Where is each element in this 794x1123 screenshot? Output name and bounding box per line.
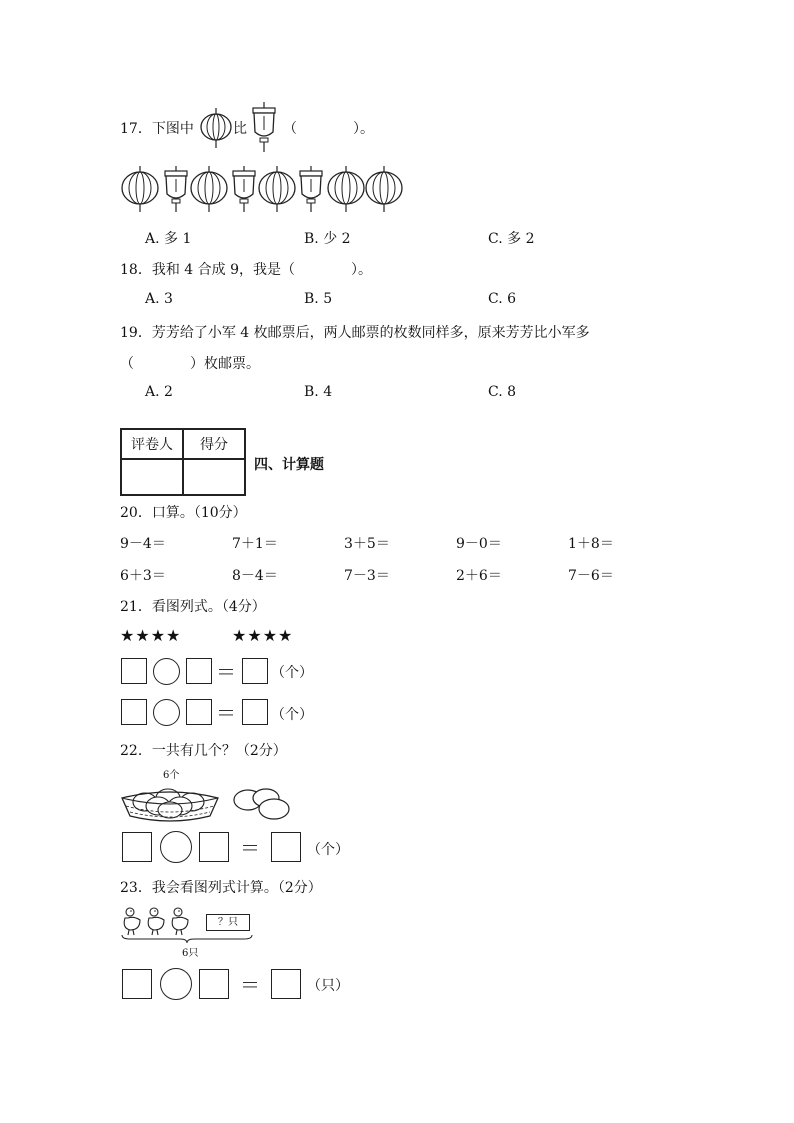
q21-eq2-box1[interactable] xyxy=(121,699,147,725)
stars-right: ★★★★ xyxy=(232,626,294,645)
q19-stem-line2: （ ）枚邮票。 xyxy=(120,356,260,372)
mental-math-item: 9－0＝ xyxy=(456,536,502,552)
score-header: 得分 xyxy=(183,429,245,459)
round-lantern-icon xyxy=(121,166,159,212)
q21-eq1-unit: （个） xyxy=(271,665,313,681)
grader-header: 评卷人 xyxy=(121,429,183,459)
q21-eq2-unit: （个） xyxy=(271,707,313,723)
q19-option-a: A. 2 xyxy=(145,384,173,400)
egg-basket-icon xyxy=(120,776,220,824)
q17-blank: （ ）。 xyxy=(283,121,374,137)
total-label: 6只 xyxy=(182,948,199,959)
q23-box1[interactable] xyxy=(122,969,152,999)
q22-title: 22．一共有几个？（2分） xyxy=(120,743,287,759)
q23-unit: （只） xyxy=(307,978,349,994)
q22-box1[interactable] xyxy=(122,832,152,862)
q18-option-b: B. 5 xyxy=(304,291,333,307)
mental-math-item: 8－4＝ xyxy=(232,568,278,584)
stars-left: ★★★★ xyxy=(120,626,182,645)
unknown-ducks-label: ？只 xyxy=(218,917,238,928)
q18-stem: 18．我和 4 合成 9，我是（ ）。 xyxy=(120,262,372,278)
round-lantern-icon xyxy=(258,166,296,212)
round-lantern-icon xyxy=(327,166,365,212)
q21-eq2-equals: ＝ xyxy=(216,701,236,725)
q19-stem-line1: 19．芳芳给了小军 4 枚邮票后，两人邮票的枚数同样多，原来芳芳比小军多 xyxy=(120,325,590,341)
unknown-ducks-box xyxy=(206,914,250,931)
q22-result[interactable] xyxy=(271,832,301,862)
q22-equals: ＝ xyxy=(240,836,260,860)
round-lantern-icon xyxy=(200,108,232,148)
q18-option-a: A. 3 xyxy=(145,291,173,307)
q21-eq1-result[interactable] xyxy=(242,658,268,684)
q21-title: 21．看图列式。（4分） xyxy=(120,599,266,615)
round-lantern-icon xyxy=(365,166,403,212)
q23-operator[interactable] xyxy=(160,968,192,1000)
q17-mid: 比 xyxy=(233,121,247,137)
q17-option-b: B. 少 2 xyxy=(304,231,351,247)
q19-option-c: C. 8 xyxy=(488,384,517,400)
q21-eq1-operator[interactable] xyxy=(153,658,180,685)
grade-table xyxy=(120,428,246,496)
mental-math-item: 9－4＝ xyxy=(120,536,166,552)
q17-option-a: A. 多 1 xyxy=(145,231,192,247)
q18-option-c: C. 6 xyxy=(488,291,517,307)
palace-lantern-icon xyxy=(231,166,257,212)
q17-number: 17． xyxy=(120,121,152,137)
mental-math-item: 3＋5＝ xyxy=(344,536,390,552)
q22-unit: （个） xyxy=(307,842,349,858)
q17-option-c: C. 多 2 xyxy=(488,231,535,247)
q21-eq2-box2[interactable] xyxy=(186,699,212,725)
basket-label: 6个 xyxy=(163,770,180,781)
mental-math-item: 7－3＝ xyxy=(344,568,390,584)
mental-math-item: 7－6＝ xyxy=(568,568,614,584)
q17-stem xyxy=(120,118,194,138)
q23-box2[interactable] xyxy=(199,969,229,999)
mental-math-item: 6＋3＝ xyxy=(120,568,166,584)
score-cell[interactable] xyxy=(183,459,245,495)
q20-title: 20．口算。（10分） xyxy=(120,505,247,521)
q19-option-b: B. 4 xyxy=(304,384,333,400)
section-title: 四、计算题 xyxy=(254,457,324,473)
q17-prefix: 下图中 xyxy=(151,121,194,137)
q21-eq2-result[interactable] xyxy=(242,699,268,725)
q21-eq1-box1[interactable] xyxy=(121,658,147,684)
mental-math-item: 1＋8＝ xyxy=(568,536,614,552)
palace-lantern-icon xyxy=(163,166,189,212)
loose-eggs-icon xyxy=(230,786,292,822)
q21-eq1-box2[interactable] xyxy=(186,658,212,684)
mental-math-item: 2＋6＝ xyxy=(456,568,502,584)
q22-box2[interactable] xyxy=(199,832,229,862)
q23-result[interactable] xyxy=(271,969,301,999)
palace-lantern-icon xyxy=(298,166,324,212)
palace-lantern-icon xyxy=(250,102,278,152)
q21-eq1-equals: ＝ xyxy=(216,660,236,684)
round-lantern-icon xyxy=(190,166,228,212)
mental-math-item: 7＋1＝ xyxy=(232,536,278,552)
grader-cell[interactable] xyxy=(121,459,183,495)
q23-equals: ＝ xyxy=(240,973,260,997)
q21-eq2-operator[interactable] xyxy=(153,699,180,726)
q23-title: 23．我会看图列式计算。（2分） xyxy=(120,880,322,896)
total-brace-icon xyxy=(120,934,254,944)
q22-operator[interactable] xyxy=(160,831,192,863)
